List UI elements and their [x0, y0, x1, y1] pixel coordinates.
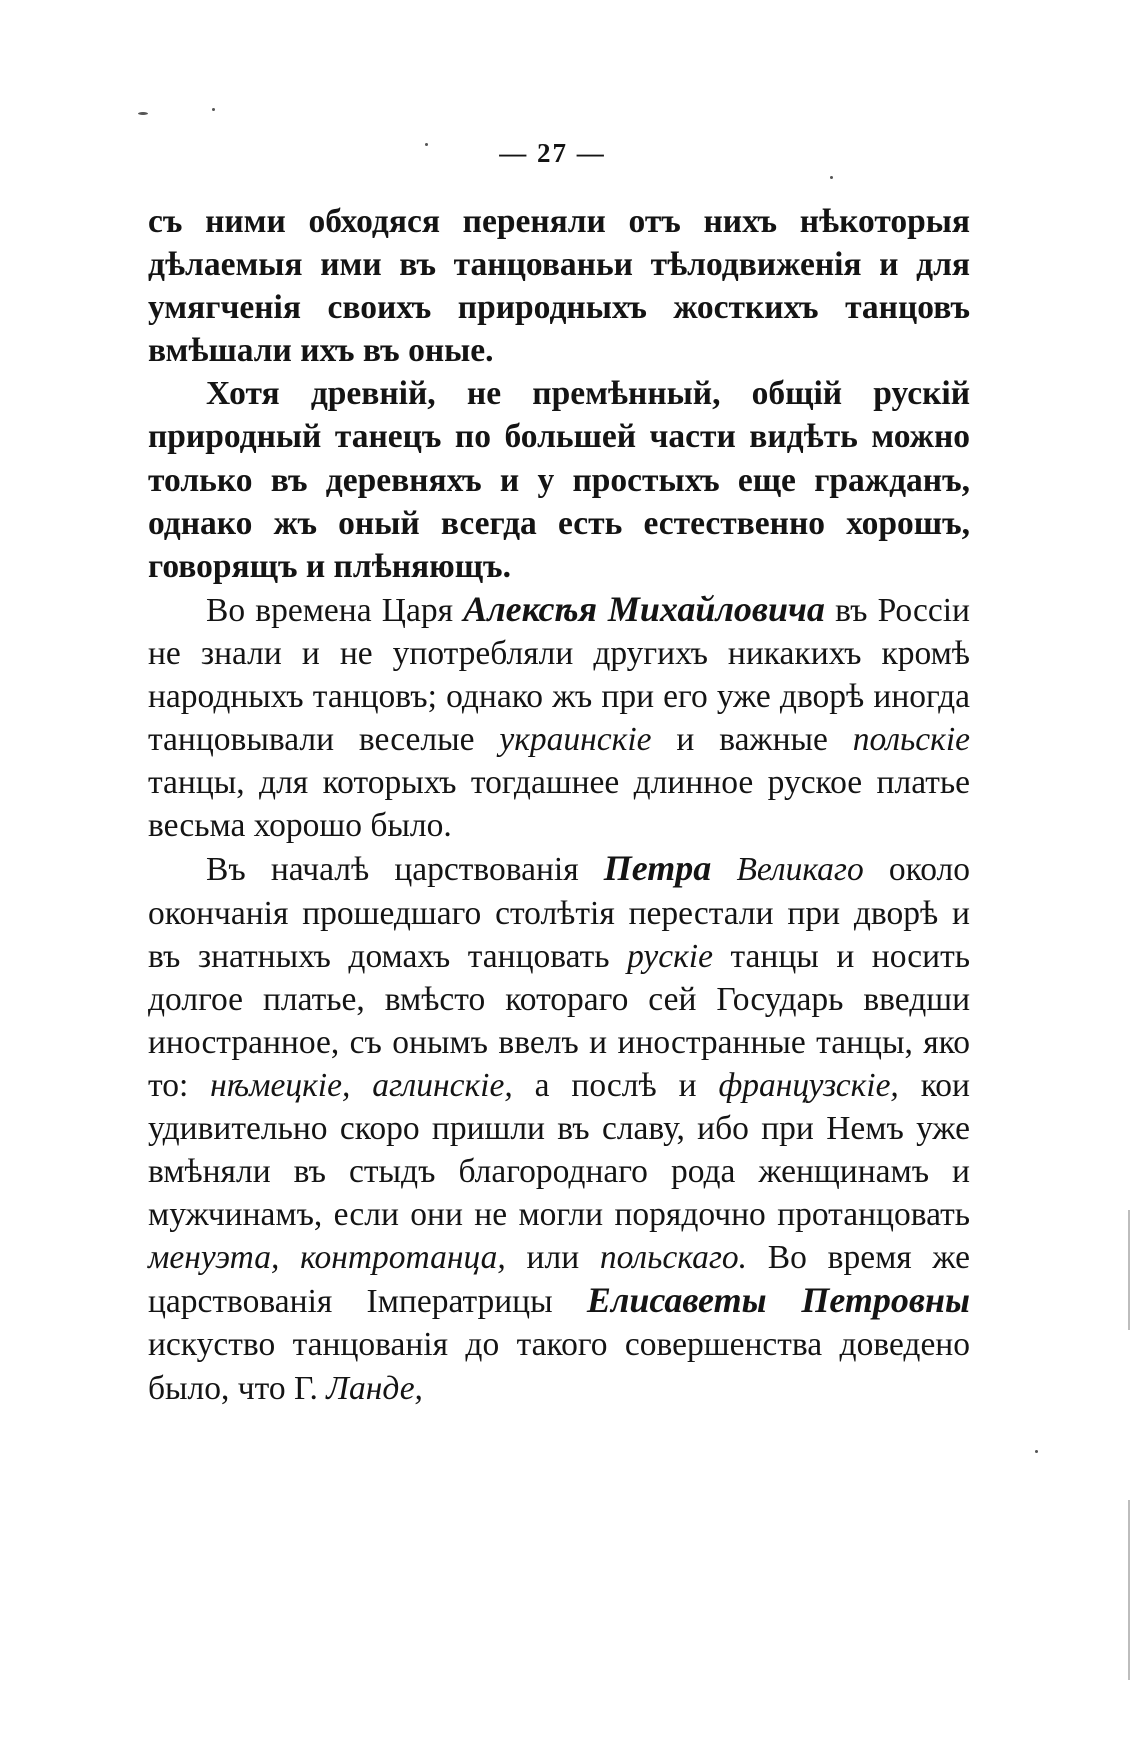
- text-run: около окончанія прошедшаго столѣтія перестали при дворѣ и въ знатныхъ домахъ танцовать: [148, 851, 970, 975]
- italic-term: нѣмецкіе, аглинскіе,: [210, 1066, 513, 1104]
- text-run: въ Россіи не знали и не употребляли другихъ никакихъ кромѣ народныхъ танцовъ; однако жъ при его уже дворѣ иногда танцовывали веселые: [148, 591, 970, 759]
- scan-speck: [212, 108, 215, 111]
- italic-term: польскаго.: [599, 1239, 748, 1277]
- page-edge-mark: [1128, 1500, 1130, 1680]
- italic-term: Великаго: [736, 851, 864, 889]
- text-run: Во время же царствованія Імператрицы: [148, 1239, 970, 1321]
- emphasized-name: Петра: [603, 848, 712, 889]
- text-run: съ ними обходяся переняли отъ нихъ нѣкоторыя дѣлаемыя ими въ танцованьи тѣлодвиженія и для умягченія своихъ природныхъ жосткихъ танцовъ вмѣшали ихъ въ оные.: [148, 203, 970, 370]
- text-run: Въ началѣ царствованія: [206, 851, 604, 889]
- paragraph-2: [148, 372, 970, 587]
- italic-term: рускіе: [627, 937, 713, 975]
- scan-speck: [138, 112, 148, 115]
- paragraph-1: [148, 200, 970, 372]
- paragraph-3: [148, 588, 970, 848]
- text-run: [711, 851, 736, 888]
- italic-term: польскіе: [852, 721, 971, 759]
- italic-term: французскіе,: [718, 1066, 899, 1104]
- emphasized-name: Елисаветы Петровны: [586, 1280, 970, 1321]
- paragraph-4: [148, 847, 970, 1409]
- italic-term: менуэта, контротанца,: [148, 1239, 506, 1277]
- text-run: или: [505, 1239, 600, 1277]
- page-number: — 27 —: [499, 138, 606, 168]
- italic-term: Ланде,: [326, 1369, 423, 1407]
- text-run: танцы и носить долгое платье, вмѣсто котораго сей Государь введши иностранное, съ онымъ ввелъ и иностранные танцы, яко то:: [148, 937, 971, 1104]
- page-edge-mark: [1128, 1210, 1130, 1330]
- text-run: кои удивительно скоро пришли въ славу, ибо при Немъ уже вмѣняли въ стыдъ благороднаго рода женщинамъ и мужчинамъ, если они не могли порядочно протанцовать: [148, 1066, 970, 1234]
- scan-speck: [1035, 1450, 1038, 1453]
- text-run: и важные: [651, 721, 853, 759]
- body-text: [148, 200, 970, 1410]
- text-run: Во времена Царя: [206, 591, 464, 629]
- text-run: а послѣ и: [512, 1066, 719, 1104]
- emphasized-name: Алексѣя Михайловича: [463, 588, 825, 629]
- text-run: искуство танцованія до такого совершенства доведено было, что Г.: [148, 1326, 970, 1407]
- text-run: Хотя древній, не премѣнный, общій рускій природный танецъ по большей части видѣть можно только въ деревняхъ и у простыхъ еще гражданъ, однако жъ оный всегда есть естественно хорошъ, говорящъ и плѣняющъ.: [148, 375, 970, 585]
- italic-term: украинскіе: [499, 721, 652, 759]
- text-run: танцы, для которыхъ тогдашнее длинное руское платье весьма хорошо было.: [148, 764, 970, 845]
- scan-speck: [830, 176, 833, 179]
- scan-speck: [425, 143, 428, 146]
